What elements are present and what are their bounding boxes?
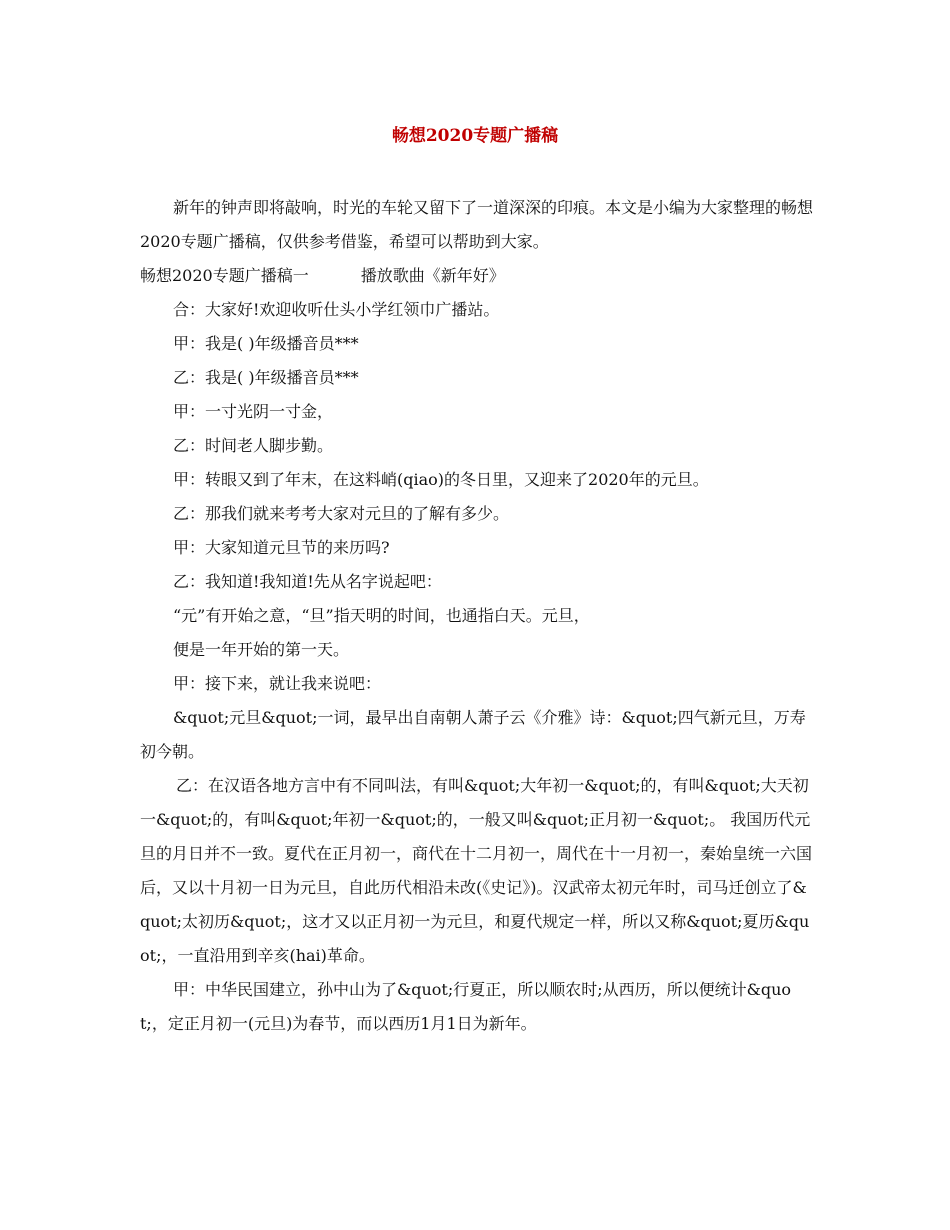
dialogue-line: 甲：大家知道元旦节的来历吗? (173, 538, 390, 557)
document-title: 畅想2020专题广播稿 (391, 126, 559, 146)
dialogue-line: 乙：时间老人脚步勤。 (173, 436, 334, 455)
dialogue-line: “元”有开始之意，“旦”指天明的时间，也通指白天。元旦， (173, 606, 590, 625)
dialogue-line: 乙：我是( )年级播音员*** (173, 368, 359, 387)
dialogue-line: 乙：那我们就来考考大家对元旦的了解有多少。 (173, 504, 510, 523)
section-heading: 畅想2020专题广播稿一 (140, 266, 309, 285)
section-song-note: 播放歌曲《新年好》 (360, 266, 505, 285)
dialogue-line: 甲：转眼又到了年末，在这料峭(qiao)的冬日里，又迎来了2020年的元旦。 (173, 470, 709, 489)
dialogue-line: 乙：我知道!我知道!先从名字说起吧： (173, 572, 442, 591)
dialogue-line: 便是一年开始的第一天。 (173, 640, 350, 659)
paragraph-text: &quot;元旦&quot;一词，最早出自南朝人萧子云《介雅》诗：&quot;四气新元旦，万寿初今朝。 (140, 708, 806, 761)
paragraph-text: 乙：在汉语各地方言中有不同叫法，有叫&quot;大年初一&quot;的，有叫&quot;大天初一&quot;的，有叫&quot;年初一&quot;的，一般又叫&quot;正月初一&quot;。 我国历代元旦的月日并不一致。夏代在正月初一，商代在十二月初一，周代在十一月初一，秦始皇统一六国后，又以十月初一日为元旦，自此历代相沿未改(《史记》)。汉武帝太初元年时，司马迁创立了&quot;太初历&quot;，这才又以正月初一为元旦，和夏代规定一样，所以又称&quot;夏历&quot;，一直沿用到辛亥(hai)革命。 (140, 776, 813, 965)
paragraph-text: 甲：中华民国建立，孙中山为了&quot;行夏正，所以顺农时;从西历，所以便统计&quot;，定正月初一(元旦)为春节，而以西历1月1日为新年。 (140, 980, 792, 1033)
section-heading-line (140, 259, 815, 293)
document-body (140, 191, 815, 1041)
dialogue-line: 甲：我是( )年级播音员*** (173, 334, 359, 353)
dialogue-line: 甲：一寸光阴一寸金， (173, 402, 334, 421)
dialogue-line: 甲：接下来，就让我来说吧： (173, 674, 382, 693)
paragraph-intro: 新年的钟声即将敲响，时光的车轮又留下了一道深深的印痕。本文是小编为大家整理的畅想2020专题广播稿，仅供参考借鉴，希望可以帮助到大家。 (140, 198, 814, 251)
dialogue-line: 合：大家好!欢迎收听仕头小学红领巾广播站。 (173, 300, 500, 319)
